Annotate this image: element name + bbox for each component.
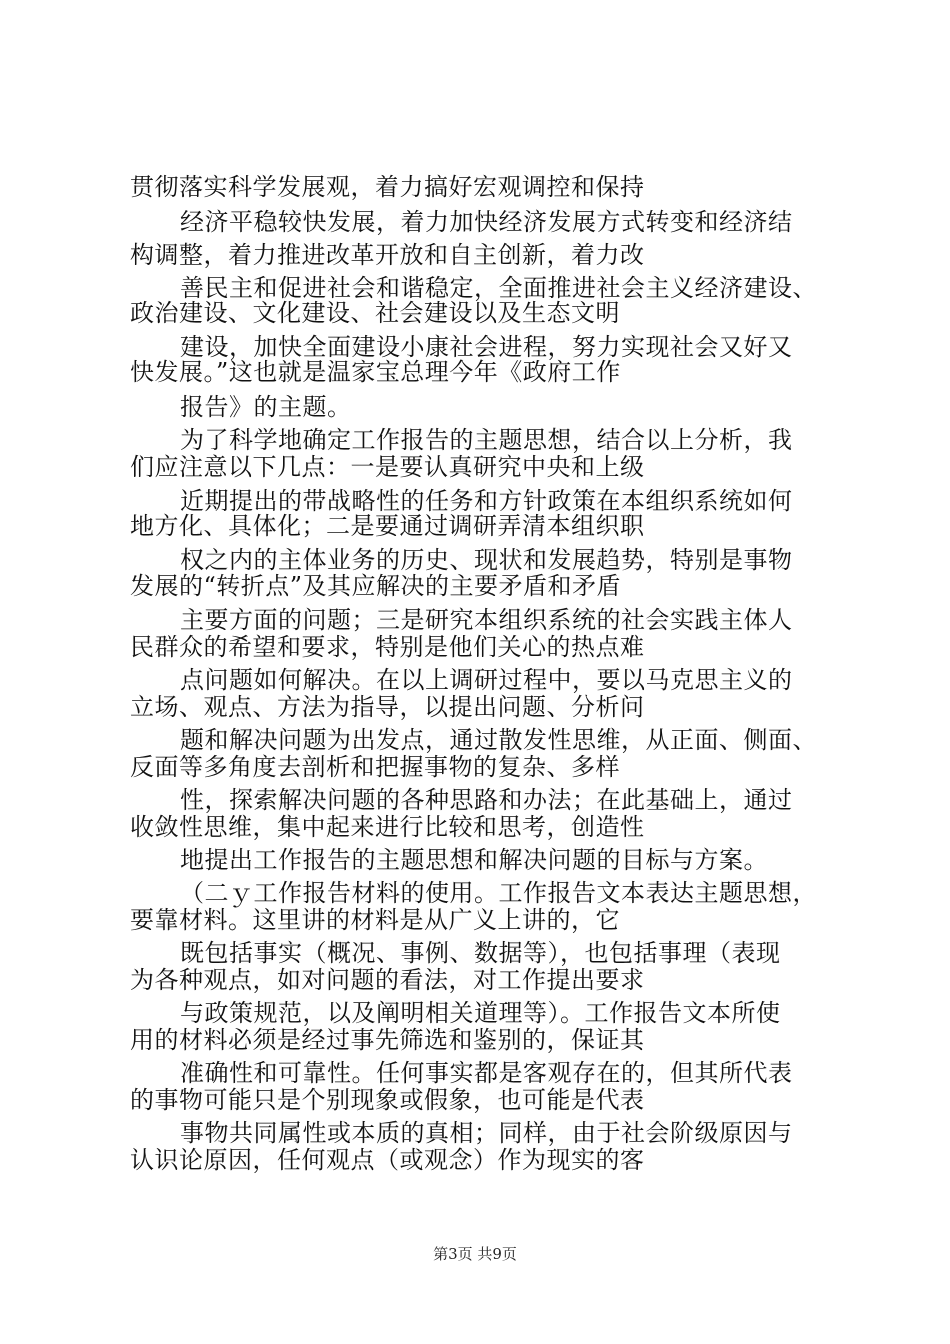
text-line: 报告》的主题。 (180, 393, 352, 421)
text-line: 民群众的希望和要求，特别是他们关心的热点难 (130, 633, 645, 661)
text-line: 与政策规范，以及阐明相关道理等）。工作报告文本所使 (180, 999, 781, 1027)
text-line: 题和解决问题为出发点，通过散发性思维，从正面、侧面、 (180, 726, 817, 754)
text-line: 政治建设、文化建设、社会建设以及生态文明 (130, 299, 620, 327)
text-line: 们应注意以下几点：一是要认真研究中央和上级 (130, 453, 645, 481)
text-line: 的事物可能只是个别现象或假象，也可能是代表 (130, 1086, 645, 1114)
text-line: 点问题如何解决。在以上调研过程中，要以马克思主义的 (180, 666, 793, 694)
text-line: 为了科学地确定工作报告的主题思想，结合以上分析，我 (180, 426, 793, 454)
text-line: 认识论原因，任何观点（或观念）作为现实的客 (130, 1146, 645, 1174)
text-line: 立场、观点、方法为指导，以提出问题、分析问 (130, 693, 645, 721)
text-line: 地提出工作报告的主题思想和解决问题的目标与方案。 (180, 846, 768, 874)
text-line: 快发展。”这也就是温家宝总理今年《政府工作 (130, 358, 621, 386)
text-line: 准确性和可靠性。任何事实都是客观存在的，但其所代表 (180, 1059, 793, 1087)
text-line: 贯彻落实科学发展观，着力搞好宏观调控和保持 (130, 173, 645, 201)
text-line: 主要方面的问题；三是研究本组织系统的社会实践主体人 (180, 606, 793, 634)
page-number-footer: 第3页 共9页 (433, 1245, 517, 1263)
text-line: 反面等多角度去剖析和把握事物的复杂、多样 (130, 753, 620, 781)
text-line: 收敛性思维，集中起来进行比较和思考，创造性 (130, 813, 645, 841)
text-line: （二ｙ工作报告材料的使用。工作报告文本表达主题思想， (180, 879, 817, 907)
text-line: 为各种观点，如对问题的看法，对工作提出要求 (130, 966, 645, 994)
text-line: 事物共同属性或本质的真相；同样，由于社会阶级原因与 (180, 1119, 793, 1147)
text-line: 发展的“转折点”及其应解决的主要矛盾和矛盾 (130, 572, 622, 600)
text-line: 经济平稳较快发展，着力加快经济发展方式转变和经济结 (180, 208, 793, 236)
text-line: 建设，加快全面建设小康社会进程，努力实现社会又好又 (180, 333, 793, 361)
text-line: 构调整，着力推进改革开放和自主创新，着力改 (130, 241, 645, 269)
text-line: 要靠材料。这里讲的材料是从广义上讲的，它 (130, 906, 620, 934)
text-line: 用的材料必须是经过事先筛选和鉴别的，保证其 (130, 1026, 645, 1054)
text-line: 近期提出的带战略性的任务和方针政策在本组织系统如何 (180, 487, 793, 515)
text-line: 权之内的主体业务的历史、现状和发展趋势，特别是事物 (180, 546, 793, 574)
text-line: 善民主和促进社会和谐稳定，全面推进社会主义经济建设、 (180, 274, 817, 302)
text-line: 地方化、具体化；二是要通过调研弄清本组织职 (130, 512, 645, 540)
text-line: 性，探索解决问题的各种思路和办法；在此基础上，通过 (180, 786, 793, 814)
text-line: 既包括事实（概况、事例、数据等），也包括事理（表现 (180, 939, 781, 967)
